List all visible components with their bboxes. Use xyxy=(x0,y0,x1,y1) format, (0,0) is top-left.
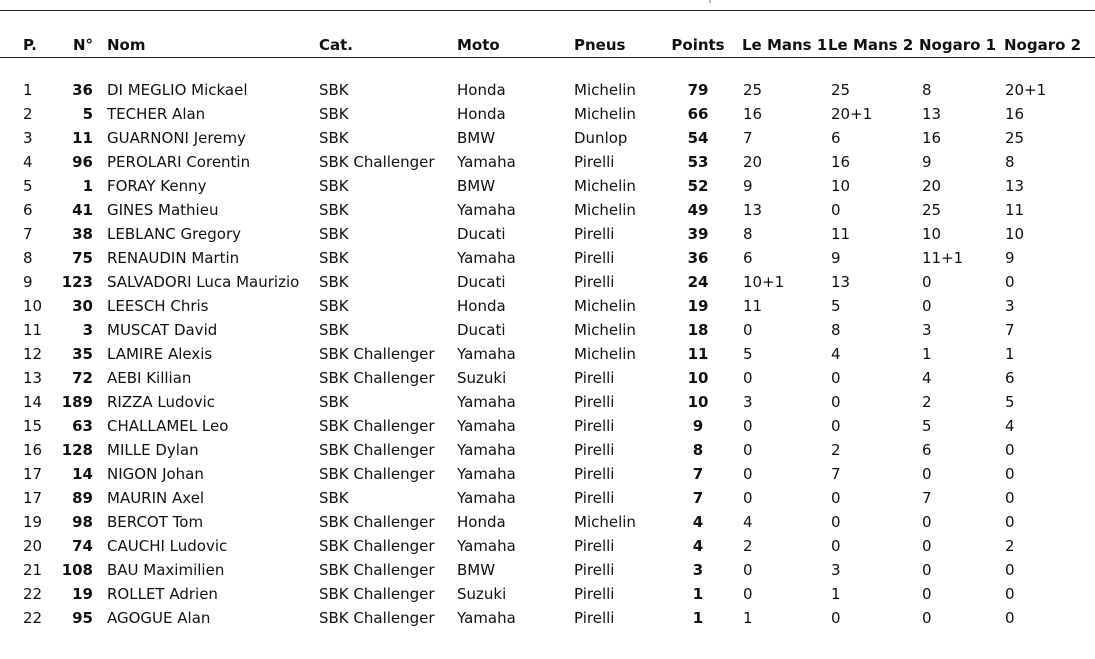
cell-moto: Honda xyxy=(457,513,506,531)
cell-lemans1: 13 xyxy=(743,201,763,219)
cell-lemans2: 10 xyxy=(831,177,851,195)
cell-nogaro2: 2 xyxy=(1005,537,1015,555)
cell-lemans2: 9 xyxy=(831,249,841,267)
table-row xyxy=(0,102,1095,126)
cell-pos: 1 xyxy=(23,81,33,99)
cell-nogaro1: 0 xyxy=(922,465,932,483)
cell-moto: BMW xyxy=(457,561,496,579)
cell-points: 79 xyxy=(687,81,709,99)
cell-pneus: Pirelli xyxy=(574,537,615,555)
cell-nogaro2: 16 xyxy=(1005,105,1025,123)
cell-pneus: Dunlop xyxy=(574,129,628,147)
cell-pos: 8 xyxy=(23,249,33,267)
cell-pos: 22 xyxy=(23,609,43,627)
cell-moto: Yamaha xyxy=(457,393,516,411)
cell-moto: Honda xyxy=(457,105,506,123)
cell-cat: SBK xyxy=(319,105,349,123)
cell-lemans2: 0 xyxy=(831,393,841,411)
cell-lemans1: 0 xyxy=(743,417,753,435)
cell-num: 14 xyxy=(72,465,93,483)
cell-moto: Yamaha xyxy=(457,465,516,483)
cell-pos: 4 xyxy=(23,153,33,171)
cell-num: 19 xyxy=(72,585,93,603)
cell-nogaro2: 0 xyxy=(1005,489,1015,507)
cell-num: 1 xyxy=(82,177,93,195)
cell-nogaro1: 0 xyxy=(922,585,932,603)
table-row xyxy=(0,150,1095,174)
cell-nogaro1: 11+1 xyxy=(922,249,964,267)
cell-pneus: Pirelli xyxy=(574,417,615,435)
cell-moto: Yamaha xyxy=(457,345,516,363)
cell-moto: Honda xyxy=(457,297,506,315)
cell-nogaro2: 0 xyxy=(1005,513,1015,531)
cell-nom: LEESCH Chris xyxy=(107,297,209,315)
cell-nogaro2: 0 xyxy=(1005,609,1015,627)
cell-lemans1: 0 xyxy=(743,585,753,603)
cell-nogaro2: 0 xyxy=(1005,441,1015,459)
cell-lemans2: 20+1 xyxy=(831,105,873,123)
cell-nogaro1: 4 xyxy=(922,369,932,387)
cell-nogaro1: 0 xyxy=(922,561,932,579)
header-num[interactable]: N° xyxy=(60,33,93,58)
cell-pos: 16 xyxy=(23,441,43,459)
cell-pos: 22 xyxy=(23,585,43,603)
cell-cat: SBK Challenger xyxy=(319,417,435,435)
cell-cat: SBK Challenger xyxy=(319,441,435,459)
table-row xyxy=(0,558,1095,582)
cell-nogaro2: 9 xyxy=(1005,249,1015,267)
cell-lemans2: 6 xyxy=(831,129,841,147)
cell-pneus: Pirelli xyxy=(574,585,615,603)
cell-num: 3 xyxy=(82,321,93,339)
table-row xyxy=(0,198,1095,222)
cell-lemans2: 0 xyxy=(831,417,841,435)
cell-nom: PEROLARI Corentin xyxy=(107,153,251,171)
cell-num: 189 xyxy=(61,393,93,411)
cell-nogaro1: 25 xyxy=(922,201,942,219)
top-rule xyxy=(0,10,1095,11)
cell-moto: Ducati xyxy=(457,321,506,339)
cell-nom: AEBI Killian xyxy=(107,369,192,387)
cell-lemans2: 7 xyxy=(831,465,841,483)
cell-points: 19 xyxy=(687,297,709,315)
cell-lemans1: 7 xyxy=(743,129,753,147)
cell-nogaro2: 13 xyxy=(1005,177,1025,195)
cell-moto: Suzuki xyxy=(457,369,507,387)
cell-cat: SBK Challenger xyxy=(319,369,435,387)
cell-lemans1: 20 xyxy=(743,153,763,171)
cell-points: 4 xyxy=(692,513,704,531)
cell-pos: 19 xyxy=(23,513,43,531)
cell-points: 10 xyxy=(687,369,709,387)
cell-lemans1: 16 xyxy=(743,105,763,123)
cell-lemans2: 25 xyxy=(831,81,851,99)
cell-pos: 17 xyxy=(23,465,43,483)
cell-nom: GUARNONI Jeremy xyxy=(107,129,246,147)
cell-nogaro2: 25 xyxy=(1005,129,1025,147)
cell-pos: 17 xyxy=(23,489,43,507)
header-moto[interactable]: Moto xyxy=(457,33,574,58)
cell-points: 36 xyxy=(687,249,709,267)
cell-lemans2: 0 xyxy=(831,513,841,531)
cell-lemans1: 0 xyxy=(743,489,753,507)
cell-moto: Yamaha xyxy=(457,609,516,627)
cell-lemans2: 0 xyxy=(831,369,841,387)
cell-nogaro1: 3 xyxy=(922,321,932,339)
cell-nogaro2: 0 xyxy=(1005,273,1015,291)
cell-nogaro1: 8 xyxy=(922,81,932,99)
cell-moto: Yamaha xyxy=(457,153,516,171)
cell-pos: 6 xyxy=(23,201,33,219)
cell-points: 18 xyxy=(687,321,709,339)
cell-points: 66 xyxy=(687,105,709,123)
cell-nom: NIGON Johan xyxy=(107,465,204,483)
table-row xyxy=(0,270,1095,294)
cell-lemans2: 3 xyxy=(831,561,841,579)
cell-nom: LAMIRE Alexis xyxy=(107,345,213,363)
cell-cat: SBK xyxy=(319,297,349,315)
table-row xyxy=(0,222,1095,246)
cell-points: 7 xyxy=(692,489,704,507)
cell-moto: Yamaha xyxy=(457,489,516,507)
cell-num: 35 xyxy=(72,345,93,363)
cell-points: 8 xyxy=(692,441,704,459)
cell-lemans2: 0 xyxy=(831,489,841,507)
cell-num: 63 xyxy=(72,417,93,435)
header-nom[interactable]: Nom xyxy=(93,33,319,58)
table-row xyxy=(0,318,1095,342)
cell-pneus: Michelin xyxy=(574,177,636,195)
cell-lemans1: 0 xyxy=(743,465,753,483)
cell-cat: SBK xyxy=(319,249,349,267)
cell-num: 5 xyxy=(82,105,93,123)
cell-pos: 12 xyxy=(23,345,43,363)
cell-nogaro2: 6 xyxy=(1005,369,1015,387)
cell-num: 96 xyxy=(72,153,93,171)
cell-lemans1: 6 xyxy=(743,249,753,267)
cell-cat: SBK xyxy=(319,177,349,195)
cell-pneus: Pirelli xyxy=(574,369,615,387)
cell-moto: Suzuki xyxy=(457,585,507,603)
cell-pos: 9 xyxy=(23,273,33,291)
cell-pneus: Pirelli xyxy=(574,489,615,507)
cell-cat: SBK xyxy=(319,225,349,243)
cell-nom: RIZZA Ludovic xyxy=(107,393,216,411)
cell-pos: 2 xyxy=(23,105,33,123)
cell-lemans1: 4 xyxy=(743,513,753,531)
cell-pneus: Michelin xyxy=(574,105,636,123)
table-row xyxy=(0,174,1095,198)
cell-nom: FORAY Kenny xyxy=(107,177,207,195)
header-points[interactable]: Points xyxy=(664,33,732,58)
cell-num: 98 xyxy=(72,513,93,531)
cell-nom: MAURIN Axel xyxy=(107,489,205,507)
cell-cat: SBK xyxy=(319,129,349,147)
cell-nom: AGOGUE Alan xyxy=(107,609,211,627)
cell-nogaro2: 0 xyxy=(1005,561,1015,579)
cell-nom: LEBLANC Gregory xyxy=(107,225,241,243)
cell-lemans1: 25 xyxy=(743,81,763,99)
cell-nogaro1: 0 xyxy=(922,513,932,531)
table-row xyxy=(0,78,1095,102)
cell-cat: SBK Challenger xyxy=(319,345,435,363)
cell-lemans1: 8 xyxy=(743,225,753,243)
cell-nom: MILLE Dylan xyxy=(107,441,199,459)
cell-num: 128 xyxy=(61,441,93,459)
header-nogaro2[interactable]: Nogaro 2 xyxy=(1004,33,1095,58)
cell-nom: TECHER Alan xyxy=(107,105,206,123)
cell-lemans1: 11 xyxy=(743,297,763,315)
cell-pos: 13 xyxy=(23,369,43,387)
cell-nogaro1: 0 xyxy=(922,609,932,627)
cell-lemans1: 10+1 xyxy=(743,273,785,291)
cell-nogaro1: 9 xyxy=(922,153,932,171)
cell-pos: 7 xyxy=(23,225,33,243)
header-pneus[interactable]: Pneus xyxy=(574,33,664,58)
table-row xyxy=(0,486,1095,510)
cell-pneus: Pirelli xyxy=(574,225,615,243)
cell-cat: SBK Challenger xyxy=(319,465,435,483)
cell-nogaro2: 3 xyxy=(1005,297,1015,315)
cell-moto: Honda xyxy=(457,81,506,99)
table-row xyxy=(0,534,1095,558)
cell-lemans1: 2 xyxy=(743,537,753,555)
cell-nogaro2: 20+1 xyxy=(1005,81,1047,99)
cell-lemans2: 16 xyxy=(831,153,851,171)
cell-points: 52 xyxy=(687,177,709,195)
cell-cat: SBK xyxy=(319,273,349,291)
cell-cat: SBK xyxy=(319,201,349,219)
cell-pneus: Michelin xyxy=(574,81,636,99)
cell-lemans2: 5 xyxy=(831,297,841,315)
cell-moto: BMW xyxy=(457,129,496,147)
cell-cat: SBK xyxy=(319,81,349,99)
cell-lemans2: 11 xyxy=(831,225,851,243)
cell-pneus: Pirelli xyxy=(574,609,615,627)
cell-cat: SBK Challenger xyxy=(319,153,435,171)
cell-nom: CAUCHI Ludovic xyxy=(107,537,228,555)
cell-moto: Yamaha xyxy=(457,417,516,435)
cell-nogaro2: 4 xyxy=(1005,417,1015,435)
cell-lemans2: 0 xyxy=(831,201,841,219)
cell-points: 54 xyxy=(687,129,709,147)
cell-nogaro2: 5 xyxy=(1005,393,1015,411)
cell-points: 1 xyxy=(692,585,704,603)
cell-pos: 15 xyxy=(23,417,43,435)
table-row xyxy=(0,462,1095,486)
cell-lemans1: 0 xyxy=(743,561,753,579)
table-row xyxy=(0,510,1095,534)
cell-nogaro2: 0 xyxy=(1005,465,1015,483)
table-row xyxy=(0,582,1095,606)
cell-cat: SBK Challenger xyxy=(319,537,435,555)
cell-cat: SBK xyxy=(319,393,349,411)
table-row xyxy=(0,246,1095,270)
cell-lemans1: 5 xyxy=(743,345,753,363)
cell-cat: SBK Challenger xyxy=(319,585,435,603)
header-nogaro1[interactable]: Nogaro 1 xyxy=(917,33,1004,58)
spacer-row xyxy=(0,58,1095,79)
cell-pneus: Michelin xyxy=(574,513,636,531)
cell-nom: GINES Mathieu xyxy=(107,201,219,219)
cell-cat: SBK xyxy=(319,489,349,507)
cell-points: 9 xyxy=(692,417,704,435)
cropped-text-fragment xyxy=(709,0,711,3)
header-cat[interactable]: Cat. xyxy=(319,33,457,58)
cell-lemans1: 0 xyxy=(743,441,753,459)
cell-pneus: Pirelli xyxy=(574,441,615,459)
cell-pneus: Pirelli xyxy=(574,393,615,411)
cell-points: 53 xyxy=(687,153,709,171)
table-row xyxy=(0,390,1095,414)
cell-pneus: Michelin xyxy=(574,297,636,315)
cell-num: 74 xyxy=(72,537,93,555)
cell-nogaro1: 7 xyxy=(922,489,932,507)
cell-pneus: Michelin xyxy=(574,345,636,363)
cell-moto: Ducati xyxy=(457,225,506,243)
cell-pneus: Michelin xyxy=(574,321,636,339)
cell-cat: SBK Challenger xyxy=(319,609,435,627)
cell-pneus: Pirelli xyxy=(574,273,615,291)
cell-nogaro2: 1 xyxy=(1005,345,1015,363)
cell-nogaro2: 11 xyxy=(1005,201,1025,219)
cell-num: 89 xyxy=(72,489,93,507)
cell-pos: 14 xyxy=(23,393,43,411)
cell-nom: CHALLAMEL Leo xyxy=(107,417,229,435)
table-row xyxy=(0,414,1095,438)
cell-num: 72 xyxy=(72,369,93,387)
cell-moto: Ducati xyxy=(457,273,506,291)
cell-nom: RENAUDIN Martin xyxy=(107,249,240,267)
cell-pneus: Pirelli xyxy=(574,249,615,267)
table-row xyxy=(0,606,1095,630)
cell-pos: 20 xyxy=(23,537,43,555)
table-row xyxy=(0,438,1095,462)
cell-nogaro1: 0 xyxy=(922,273,932,291)
cell-nogaro1: 2 xyxy=(922,393,932,411)
cell-points: 7 xyxy=(692,465,704,483)
cell-num: 38 xyxy=(72,225,93,243)
cell-nom: BERCOT Tom xyxy=(107,513,204,531)
cell-points: 10 xyxy=(687,393,709,411)
cell-num: 75 xyxy=(72,249,93,267)
cell-pneus: Pirelli xyxy=(574,561,615,579)
cell-points: 1 xyxy=(692,609,704,627)
header-lemans1[interactable]: Le Mans 1 xyxy=(732,33,821,58)
cell-pneus: Pirelli xyxy=(574,153,615,171)
cell-pos: 5 xyxy=(23,177,33,195)
cell-num: 36 xyxy=(72,81,93,99)
cell-nogaro2: 10 xyxy=(1005,225,1025,243)
cell-lemans2: 1 xyxy=(831,585,841,603)
cell-lemans1: 3 xyxy=(743,393,753,411)
cell-nogaro1: 13 xyxy=(922,105,942,123)
cell-nom: SALVADORI Luca Maurizio xyxy=(107,273,300,291)
cell-points: 4 xyxy=(692,537,704,555)
cell-pneus: Pirelli xyxy=(574,465,615,483)
cell-pos: 21 xyxy=(23,561,43,579)
cell-num: 123 xyxy=(61,273,93,291)
cell-lemans2: 13 xyxy=(831,273,851,291)
cell-num: 108 xyxy=(61,561,93,579)
table-row xyxy=(0,294,1095,318)
cell-lemans2: 8 xyxy=(831,321,841,339)
cell-points: 24 xyxy=(687,273,709,291)
cell-num: 30 xyxy=(72,297,93,315)
cell-points: 3 xyxy=(692,561,704,579)
cell-nogaro1: 0 xyxy=(922,537,932,555)
cell-points: 49 xyxy=(687,201,709,219)
cell-moto: Yamaha xyxy=(457,441,516,459)
cell-nogaro2: 0 xyxy=(1005,585,1015,603)
cell-lemans1: 0 xyxy=(743,369,753,387)
cell-moto: Yamaha xyxy=(457,201,516,219)
cell-nom: DI MEGLIO Mickael xyxy=(107,81,248,99)
cell-nogaro1: 16 xyxy=(922,129,942,147)
cell-moto: BMW xyxy=(457,177,496,195)
cell-lemans2: 0 xyxy=(831,537,841,555)
cell-moto: Yamaha xyxy=(457,537,516,555)
cell-nom: MUSCAT David xyxy=(107,321,218,339)
cell-lemans1: 9 xyxy=(743,177,753,195)
cell-pos: 10 xyxy=(23,297,43,315)
cell-nogaro1: 10 xyxy=(922,225,942,243)
table-row xyxy=(0,342,1095,366)
standings-table xyxy=(0,33,1095,630)
cell-num: 11 xyxy=(72,129,93,147)
cell-nogaro1: 0 xyxy=(922,297,932,315)
cell-pos: 3 xyxy=(23,129,33,147)
cell-cat: SBK Challenger xyxy=(319,513,435,531)
cell-cat: SBK Challenger xyxy=(319,561,435,579)
cell-nogaro1: 20 xyxy=(922,177,942,195)
cell-nogaro2: 7 xyxy=(1005,321,1015,339)
cell-points: 39 xyxy=(687,225,709,243)
cell-pos: 11 xyxy=(23,321,43,339)
cell-points: 11 xyxy=(687,345,709,363)
table-row xyxy=(0,126,1095,150)
cell-nom: BAU Maximilien xyxy=(107,561,225,579)
cell-nogaro1: 5 xyxy=(922,417,932,435)
cell-lemans2: 2 xyxy=(831,441,841,459)
cell-nom: ROLLET Adrien xyxy=(107,585,218,603)
header-row xyxy=(0,33,1095,58)
cell-cat: SBK xyxy=(319,321,349,339)
cell-lemans2: 4 xyxy=(831,345,841,363)
cell-moto: Yamaha xyxy=(457,249,516,267)
cell-num: 95 xyxy=(72,609,93,627)
cell-num: 41 xyxy=(72,201,93,219)
cell-lemans1: 1 xyxy=(743,609,753,627)
table-row xyxy=(0,366,1095,390)
cell-lemans1: 0 xyxy=(743,321,753,339)
cell-pneus: Michelin xyxy=(574,201,636,219)
header-lemans2[interactable]: Le Mans 2 xyxy=(821,33,917,58)
cell-nogaro1: 1 xyxy=(922,345,932,363)
cell-lemans2: 0 xyxy=(831,609,841,627)
cell-nogaro2: 8 xyxy=(1005,153,1015,171)
header-pos[interactable]: P. xyxy=(0,33,60,58)
cell-nogaro1: 6 xyxy=(922,441,932,459)
